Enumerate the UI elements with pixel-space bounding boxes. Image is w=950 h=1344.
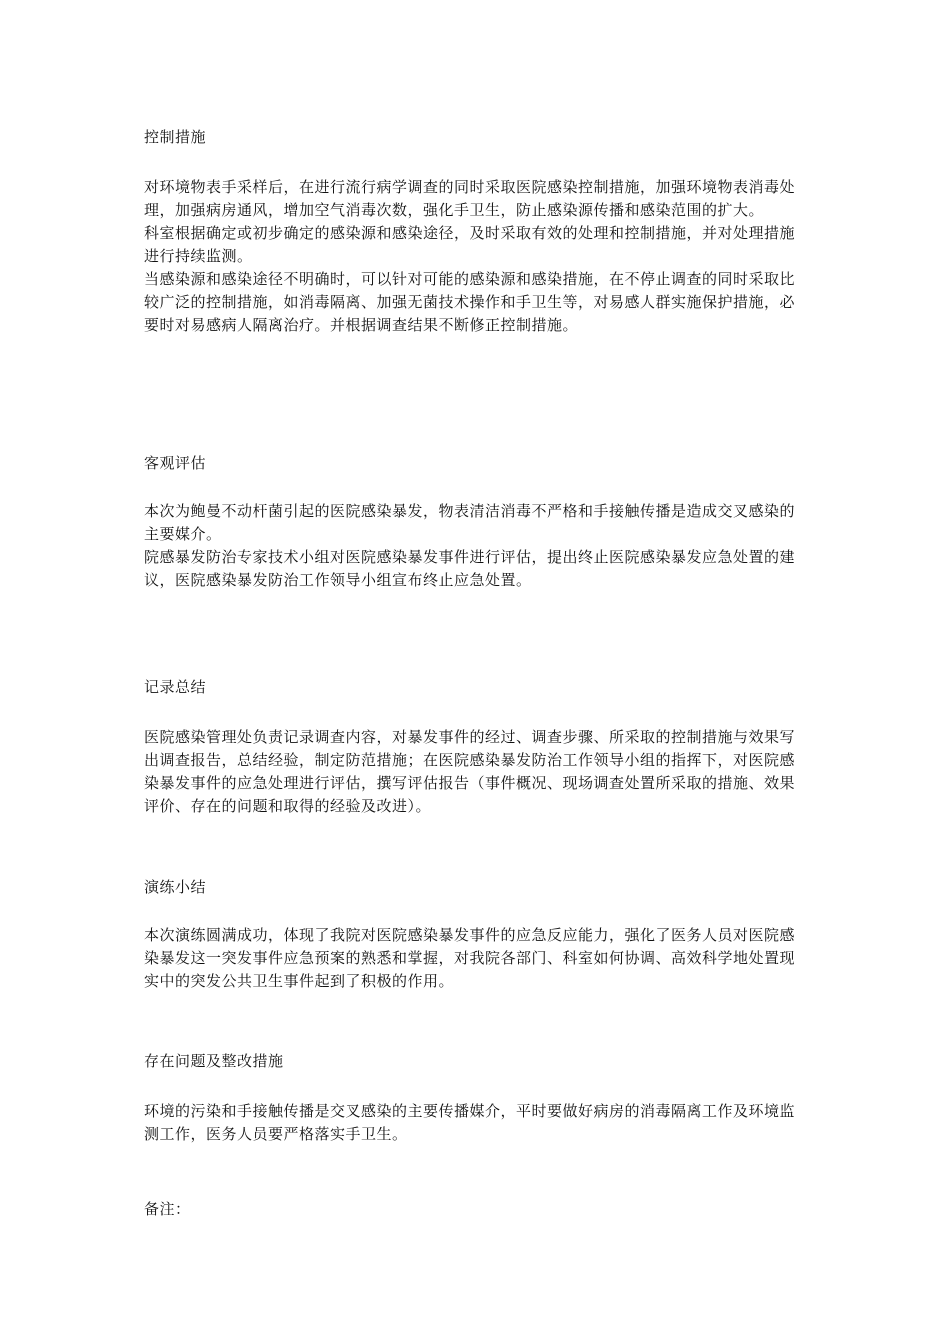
section-body-control-measures <box>144 176 810 337</box>
paragraph: 环境的污染和手接触传播是交叉感染的主要传播媒介，平时要做好病房的消毒隔离工作及环境监测工作，医务人员要严格落实手卫生。 <box>144 1102 796 1143</box>
paragraph: 院感暴发防治专家技术小组对医院感染暴发事件进行评估，提出终止医院感染暴发应急处置的建议，医院感染暴发防治工作领导小组宣布终止应急处置。 <box>144 548 796 589</box>
paragraph: 科室根据确定或初步确定的感染源和感染途径，及时采取有效的处理和控制措施，并对处理措施进行持续监测。 <box>144 224 796 265</box>
section-body-objective-assessment <box>144 500 810 592</box>
note-label: 备注： <box>144 1200 191 1218</box>
paragraph: 本次演练圆满成功，体现了我院对医院感染暴发事件的应急反应能力，强化了医务人员对医院感染暴发这一突发事件应急预案的熟悉和掌握，对我院各部门、科室如何协调、高效科学地处置现实中的突发公共卫生事件起到了积极的作用。 <box>144 926 796 990</box>
section-body-record-summary <box>144 726 810 818</box>
section-body-problems-and-rectification <box>144 1100 810 1146</box>
paragraph: 对环境物表手采样后，在进行流行病学调查的同时采取医院感染控制措施，加强环境物表消毒处理，加强病房通风，增加空气消毒次数，强化手卫生，防止感染源传播和感染范围的扩大。 <box>144 178 796 219</box>
paragraph: 当感染源和感染途径不明确时，可以针对可能的感染源和感染措施，在不停止调查的同时采取比较广泛的控制措施，如消毒隔离、加强无菌技术操作和手卫生等，对易感人群实施保护措施，必要时对易感病人隔离治疗。并根据调查结果不断修正控制措施。 <box>144 270 796 334</box>
section-body-drill-summary <box>144 924 810 993</box>
paragraph: 医院感染管理处负责记录调查内容，对暴发事件的经过、调查步骤、所采取的控制措施与效果写出调查报告，总结经验，制定防范措施；在医院感染暴发防治工作领导小组的指挥下，对医院感染暴发事件的应急处理进行评估，撰写评估报告（事件概况、现场调查处置所采取的措施、效果评价、存在的问题和取得的经验及改进）。 <box>144 728 796 815</box>
section-heading-record-summary: 记录总结 <box>144 678 207 696</box>
section-heading-control-measures: 控制措施 <box>144 128 207 146</box>
section-heading-problems-and-rectification: 存在问题及整改措施 <box>144 1052 284 1070</box>
paragraph: 本次为鲍曼不动杆菌引起的医院感染暴发，物表清洁消毒不严格和手接触传播是造成交叉感染的主要媒介。 <box>144 502 796 543</box>
section-heading-drill-summary: 演练小结 <box>144 878 207 896</box>
section-heading-objective-assessment: 客观评估 <box>144 454 207 472</box>
